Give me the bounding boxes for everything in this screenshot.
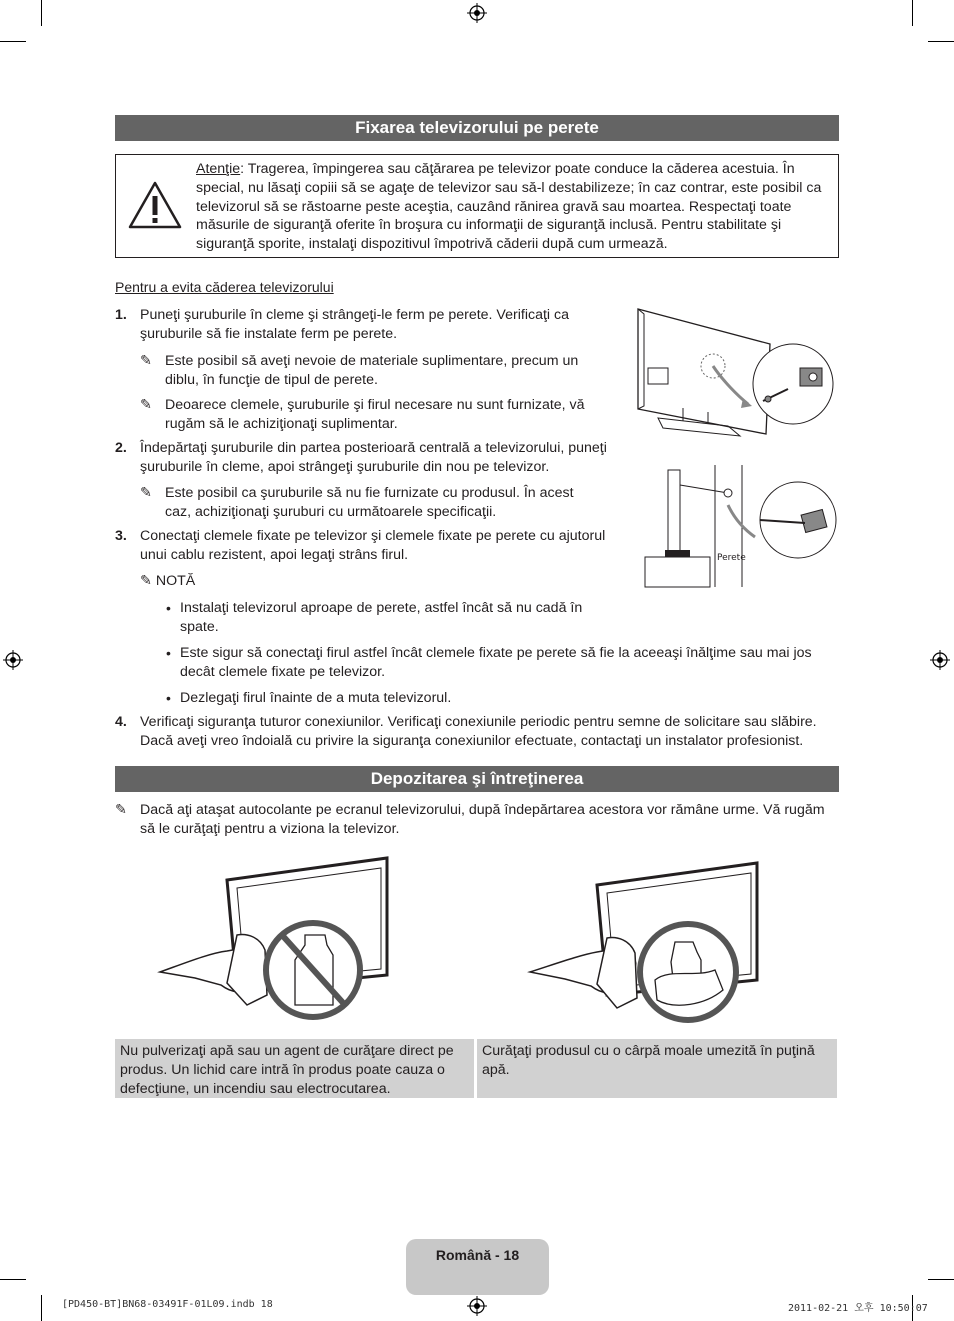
- warning-label: Atenţie: [196, 161, 241, 177]
- step-text: Verificaţi siguranţa tuturor conexiunilor. Verificaţi conexiunile periodic pentru semne de solicitare sau slăbire. Dacă aveţi vreo îndoială cu privire la siguranţa conexiunilor efectuate, contactaţi un instalator profesionist.: [140, 714, 817, 749]
- note-text: Este posibil ca şuruburile să nu fie furnizate cu produsul. În acest caz, achiziţionaţi şuruburi cu următoarele specificaţii.: [165, 485, 574, 520]
- registration-mark-icon: [930, 650, 950, 670]
- subheading: Pentru a evita căderea televizorului: [115, 279, 334, 295]
- step-text: Îndepărtaţi şuruburile din partea posterioară centrală a televizorului, puneţi şuruburile în cleme, apoi strângeţi şuruburile din nou pe televizor.: [140, 440, 607, 475]
- note: [140, 396, 605, 434]
- storage-note: [115, 801, 825, 839]
- bullet-icon: •: [166, 690, 171, 706]
- no-spray-illustration: [155, 855, 395, 1025]
- bullet-text: Dezlegaţi firul înainte de a muta televizorul.: [180, 690, 452, 706]
- tv-side-wall-illustration: [640, 465, 840, 590]
- pencil-note-icon: ✎: [140, 397, 152, 413]
- crop-mark: [928, 41, 954, 42]
- registration-mark-icon: [467, 1296, 487, 1316]
- caption-right: Curăţaţi produsul cu o cârpă moale umezită în puţină apă.: [477, 1039, 837, 1098]
- crop-mark: [41, 1295, 42, 1321]
- step-number: 1.: [115, 307, 127, 323]
- crop-mark: [41, 0, 42, 26]
- file-info: [PD450-BT]BN68-03491F-01L09.indb 18: [62, 1299, 273, 1310]
- step-number: 3.: [115, 528, 127, 544]
- note-text: Deoarece clemele, şuruburile şi firul necesare nu sunt furnizate, vă rugăm să le achiziţionaţi suplimentar.: [165, 397, 585, 432]
- tv-back-clamp-illustration: [628, 306, 838, 451]
- step-number: 2.: [115, 440, 127, 456]
- section-title-storage: Depozitarea şi întreţinerea: [115, 766, 839, 792]
- warning-body: : Tragerea, împingerea sau căţărarea pe televizor poate conduce la căderea acestuia. În special, nu lăsaţi copiii să se agaţe de televizor sau să-l destabilizeze; în caz contrar, este posibil ca televizorul să se răstoarne peste aceştia, cauzând rănirea gravă sau moartea. Respectaţi toate măsurile de siguranţă oferite în broşura cu informaţii de siguranţă inclusă. Pentru stabilitate şi siguranţă sporite, instalaţi dispozitivul împotrivă căderii după cum urmează.: [196, 161, 822, 253]
- note: [140, 352, 605, 390]
- pencil-note-icon: ✎: [140, 353, 152, 369]
- note-text: Este posibil să aveţi nevoie de materiale suplimentare, precum un diblu, în funcţie de tipul de perete.: [165, 353, 579, 388]
- warning-text: [196, 160, 826, 254]
- step-text: Puneţi şuruburile în cleme şi strângeţi-le ferm pe perete. Verificaţi ca şuruburile să fie instalate ferm pe perete.: [140, 307, 569, 342]
- step-number: 4.: [115, 714, 127, 730]
- caption-left: Nu pulverizaţi apă sau un agent de curăţare direct pe produs. Un lichid care intră în produs poate cauza o defecţiune, un incendiu sau electrocutarea.: [115, 1039, 474, 1098]
- warning-triangle-icon: [127, 180, 183, 230]
- bullet-text: Instalaţi televizorul aproape de perete, astfel încât să nu cadă în spate.: [180, 600, 583, 635]
- note: [140, 484, 600, 522]
- storage-note-text: Dacă aţi ataşat autocolante pe ecranul televizorului, după îndepărtarea acestora vor rămâne urme. Vă rugăm să le curăţaţi pentru a viziona la televizor.: [140, 802, 825, 837]
- cloth-clean-illustration: [525, 860, 765, 1025]
- crop-mark: [0, 1279, 26, 1280]
- crop-mark: [928, 1279, 954, 1280]
- bullet-icon: •: [166, 645, 171, 661]
- page-number-tab: [406, 1239, 549, 1295]
- bullet-text: Este sigur să conectaţi firul astfel încât clemele fixate pe perete să fie la aceeaşi înălţime sau mai jos decât clemele fixate pe televizor.: [180, 645, 812, 680]
- pencil-note-icon: ✎: [115, 802, 127, 818]
- step-text: Conectaţi clemele fixate pe televizor şi clemele fixate pe perete cu ajutorul unui cablu rezistent, apoi legaţi strâns firul.: [140, 528, 606, 563]
- pencil-note-icon: ✎: [140, 485, 152, 501]
- registration-mark-icon: [467, 3, 487, 23]
- wall-label: Perete: [717, 553, 746, 563]
- warning-box: [115, 154, 839, 258]
- crop-mark: [0, 41, 26, 42]
- section-title-mounting: Fixarea televizorului pe perete: [115, 115, 839, 141]
- registration-mark-icon: [3, 650, 23, 670]
- crop-mark: [912, 0, 913, 26]
- page-label: Română - 18: [435, 1247, 520, 1263]
- bullet-icon: •: [166, 600, 171, 616]
- pencil-note-icon: ✎: [140, 573, 152, 589]
- print-timestamp: 2011-02-21 오후 10:50:07: [788, 1303, 928, 1314]
- nota-heading: [140, 572, 195, 591]
- nota-label: NOTĂ: [155, 573, 196, 589]
